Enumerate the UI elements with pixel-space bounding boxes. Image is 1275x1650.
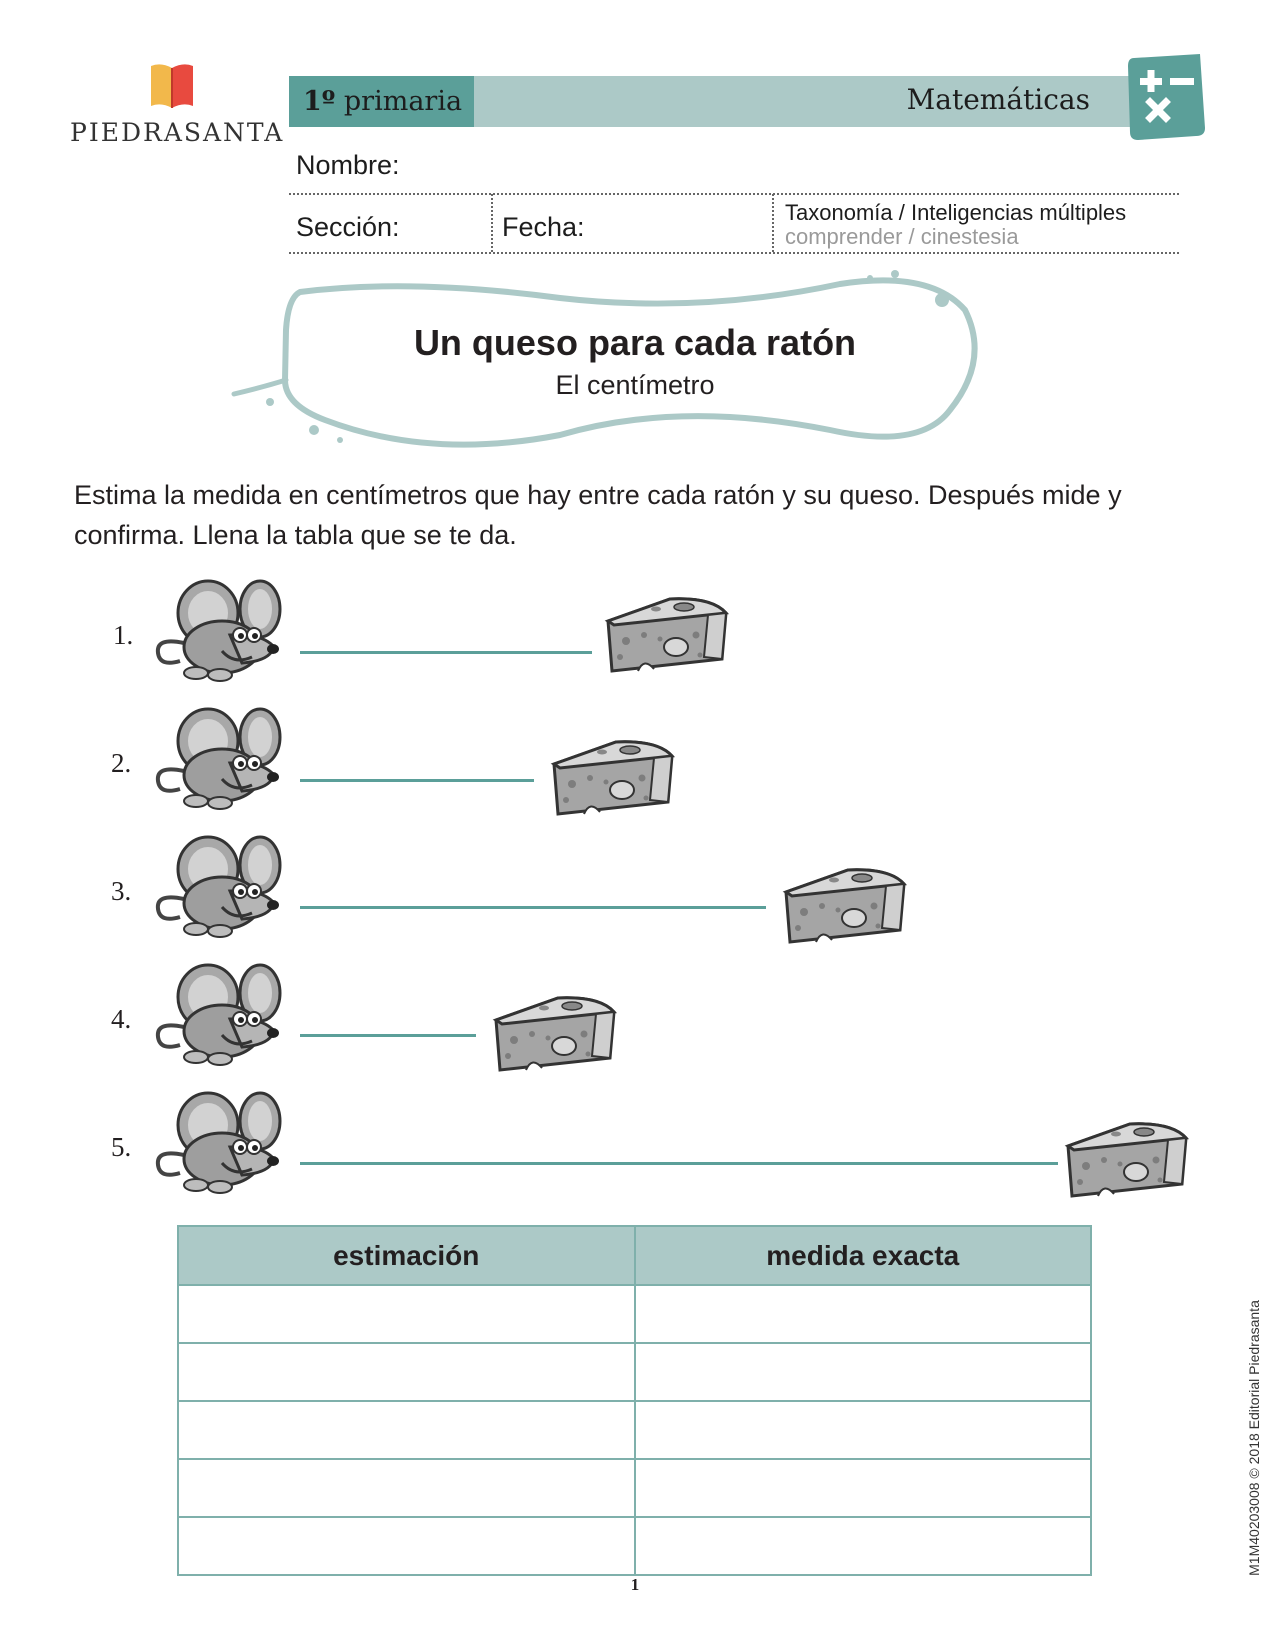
divider	[772, 194, 774, 252]
title-bubble	[230, 270, 990, 460]
divider	[289, 193, 1179, 195]
grade-number: 1º	[303, 86, 336, 117]
mouse-icon	[150, 703, 285, 813]
mouse-icon	[150, 831, 285, 941]
section-label: Sección:	[296, 212, 400, 242]
estimation-cell[interactable]	[178, 1459, 635, 1517]
cheese-icon	[782, 866, 907, 944]
exact-measure-cell[interactable]	[635, 1401, 1092, 1459]
table-row	[178, 1343, 1091, 1401]
instructions: Estima la medida en centímetros que hay entre cada ratón y su queso. Después mide y confirma. Llena la tabla que se te da.	[74, 480, 1122, 550]
table-row	[178, 1517, 1091, 1575]
exact-measure-cell[interactable]	[635, 1517, 1092, 1575]
cheese-icon	[604, 595, 729, 673]
grade-label	[289, 76, 474, 127]
row-number: 2.	[111, 748, 132, 778]
estimation-cell[interactable]	[178, 1401, 635, 1459]
divider	[491, 194, 493, 252]
table-row	[178, 1459, 1091, 1517]
subject-label: Matemáticas	[906, 83, 1090, 116]
cheese-icon	[1064, 1120, 1189, 1198]
estimation-cell[interactable]	[178, 1517, 635, 1575]
row-number: 3.	[111, 876, 132, 906]
estimation-cell[interactable]	[178, 1285, 635, 1343]
table-row	[178, 1285, 1091, 1343]
row-number: 5.	[111, 1132, 132, 1162]
divider	[289, 252, 1179, 254]
book-logo-icon	[147, 62, 197, 110]
brand-name: PIEDRASANTA	[70, 118, 285, 147]
table-row	[178, 1401, 1091, 1459]
mouse-icon	[150, 1087, 285, 1197]
measure-line	[300, 1162, 1058, 1165]
measure-line	[300, 651, 592, 654]
grade-text: primaria	[343, 86, 463, 117]
mouse-icon	[150, 959, 285, 1069]
copyright-code: M1M40203008 © 2018 Editorial Piedrasanta	[1246, 1300, 1262, 1576]
estimation-cell[interactable]	[178, 1343, 635, 1401]
taxonomy-value: comprender / cinestesia	[785, 224, 1019, 249]
cheese-icon	[492, 994, 617, 1072]
cheese-icon	[550, 738, 675, 816]
mouse-icon	[150, 575, 285, 685]
row-number: 4.	[111, 1004, 132, 1034]
measure-line	[300, 1034, 476, 1037]
date-label: Fecha:	[502, 212, 585, 242]
math-operations-icon	[1128, 54, 1205, 140]
column-header-exact-measure: medida exacta	[635, 1226, 1092, 1285]
page-title: Un queso para cada ratón	[413, 322, 857, 363]
page-subtitle: El centímetro	[555, 370, 715, 400]
name-label: Nombre:	[296, 150, 400, 180]
column-header-estimation: estimación	[178, 1226, 635, 1285]
row-number: 1.	[113, 620, 134, 650]
measure-line	[300, 779, 534, 782]
answer-table	[177, 1225, 1092, 1576]
exact-measure-cell[interactable]	[635, 1285, 1092, 1343]
page-number: 1	[630, 1575, 640, 1594]
exact-measure-cell[interactable]	[635, 1343, 1092, 1401]
measure-line	[300, 906, 766, 909]
taxonomy-heading: Taxonomía / Inteligencias múltiples	[785, 200, 1127, 225]
exact-measure-cell[interactable]	[635, 1459, 1092, 1517]
